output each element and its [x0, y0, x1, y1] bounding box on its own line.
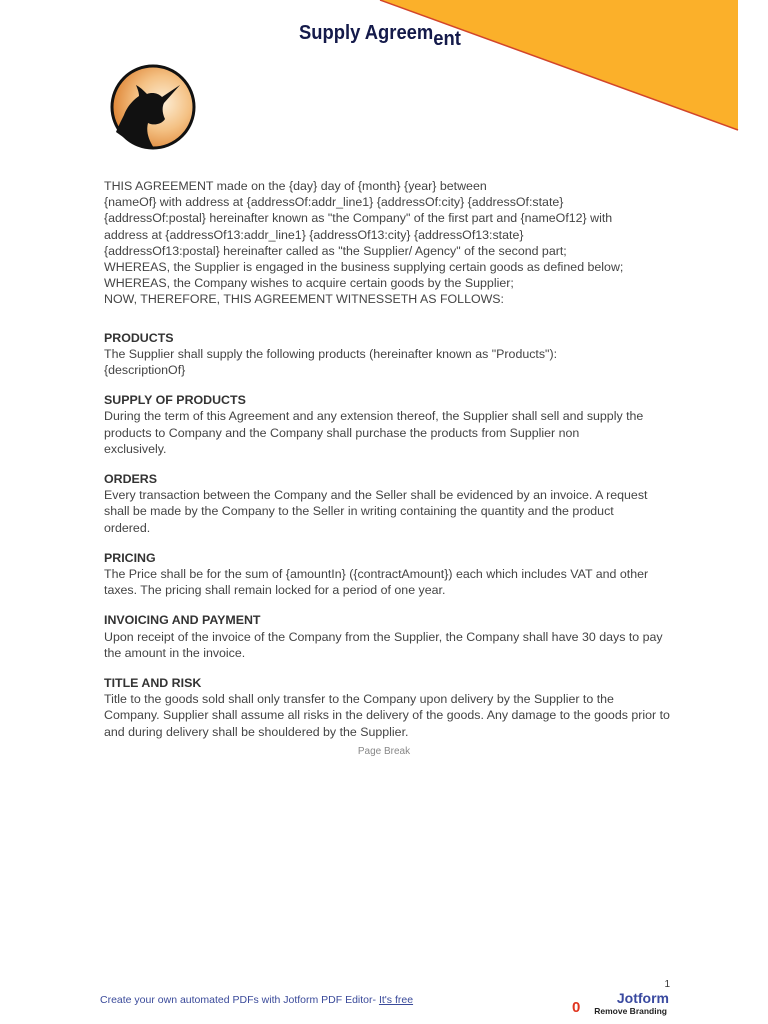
page-break-label: Page Break	[357, 746, 411, 757]
section-text: During the term of this Agreement and any extension thereof, the Supplier shall sell and supply the products to Company and the Company shall purchase the products from Supplier non exclusively.	[104, 409, 644, 456]
intro-line: {addressOf13:postal} hereinafter called as "the Supplier/ Agency" of the second part;	[104, 243, 567, 258]
title-part-1: Supply Agreem	[299, 22, 434, 44]
intro-paragraph	[104, 178, 704, 308]
section-invoicing-and-payment	[104, 612, 704, 661]
page-number: 1	[664, 979, 670, 990]
section-text: Upon receipt of the invoice of the Company from the Supplier, the Company shall have 30 days to pay the amount in the invoice.	[104, 629, 663, 660]
section-heading: TITLE AND RISK	[104, 676, 202, 691]
footer-promo-text: Create your own automated PDFs with Jotform PDF Editor-	[100, 994, 379, 1006]
footer-promo-link[interactable]: It's free	[378, 994, 414, 1006]
section-pricing	[104, 550, 704, 599]
section-heading: PRODUCTS	[104, 330, 174, 345]
section-heading: INVOICING AND PAYMENT	[104, 613, 261, 628]
notification-badge-count[interactable]: 0	[572, 999, 581, 1016]
intro-line: address at {addressOf13:addr_line1} {addressOf13:city} {addressOf13:state}	[104, 227, 524, 242]
section-text: Title to the goods sold shall only transfer to the Company upon delivery by the Supplier to the Company. Supplier shall assume all risks in the delivery of the goods. Any damage to the goods prior to and during delivery shall be shouldered by the Supplier.	[104, 692, 670, 739]
section-text: The Supplier shall supply the following products (hereinafter known as "Products"): {descriptionOf}	[104, 346, 558, 378]
section-products	[104, 330, 704, 379]
document-title	[299, 22, 461, 50]
section-title-and-risk	[104, 675, 704, 740]
agreement-body	[104, 178, 704, 740]
section-text: The Price shall be for the sum of {amountIn} ({contractAmount}) each which includes VAT and other taxes. The pricing shall remain locked for a period of one year.	[104, 567, 649, 598]
jotform-brand-logo[interactable]: Jotform	[616, 990, 669, 1006]
section-supply-of-products	[104, 392, 704, 457]
intro-line: {addressOf:postal} hereinafter known as "the Company" of the first part and {nameOf12} with	[104, 211, 613, 226]
intro-line: {nameOf} with address at {addressOf:addr_line1} {addressOf:city} {addressOf:state}	[104, 195, 564, 210]
footer-promo	[100, 994, 413, 1006]
title-part-2: ent	[433, 28, 461, 50]
section-heading: ORDERS	[104, 472, 158, 487]
section-text: Every transaction between the Company and the Seller shall be evidenced by an invoice. A request shall be made by the Company to the Seller in writing containing the quantity and the product ordered.	[104, 488, 648, 535]
intro-line: NOW, THEREFORE, THIS AGREEMENT WITNESSETH AS FOLLOWS:	[104, 292, 505, 307]
section-heading: SUPPLY OF PRODUCTS	[104, 393, 246, 408]
section-heading: PRICING	[104, 550, 156, 565]
intro-line: WHEREAS, the Supplier is engaged in the business supplying certain goods as defined below;	[104, 260, 624, 275]
remove-branding-link[interactable]: Remove Branding	[594, 1006, 667, 1016]
intro-line: WHEREAS, the Company wishes to acquire certain goods by the Supplier;	[104, 276, 514, 291]
section-orders	[104, 471, 704, 536]
intro-line: THIS AGREEMENT made on the {day} day of {month} {year} between	[104, 179, 487, 193]
unicorn-logo-icon	[110, 63, 196, 151]
